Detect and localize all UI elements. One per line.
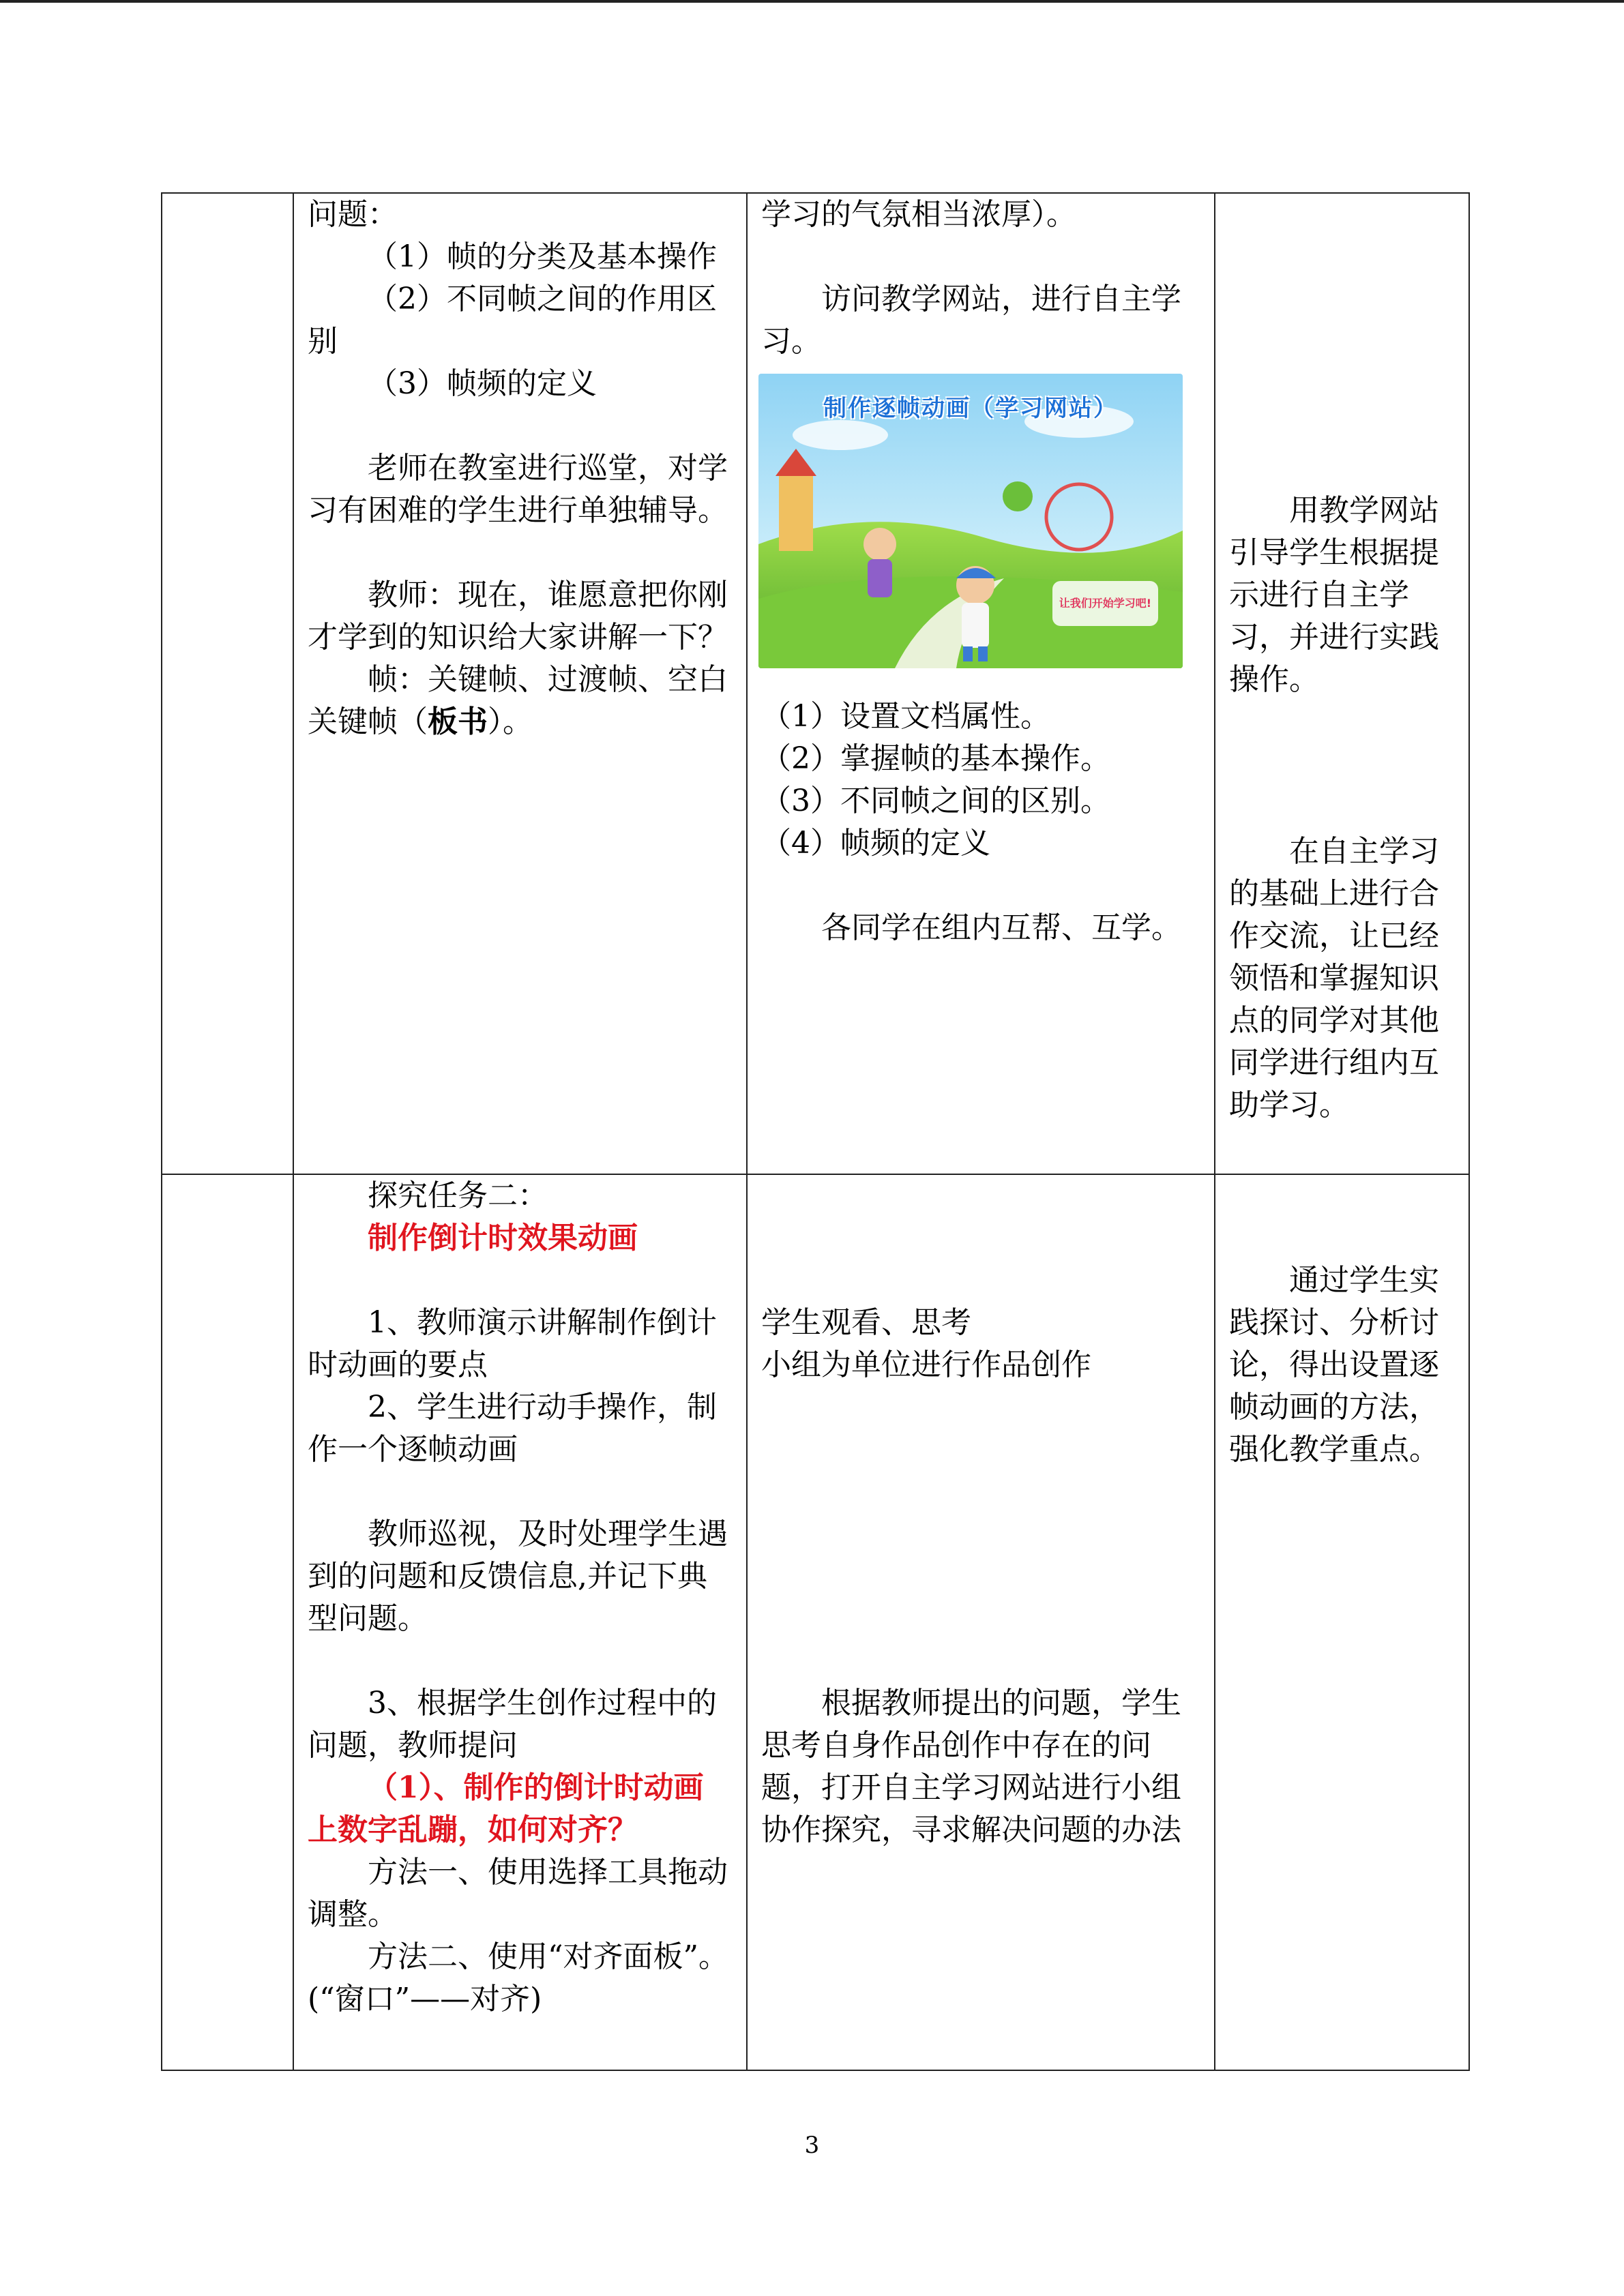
- intent-text: 通过学生实践探讨、分析讨论，得出设置逐帧动画的方法，强化教学重点。: [1229, 1263, 1439, 1467]
- page-number: 3: [804, 2132, 820, 2159]
- teacher-patrol-text: 教师巡视，及时处理学生遇到的问题和反馈信息,并记下典型问题。: [308, 1517, 728, 1636]
- intent-guide-text: 用教学网站引导学生根据提示进行自主学习，并进行实践操作。: [1229, 493, 1439, 697]
- question-item: （1）帧的分类及基本操作: [368, 239, 717, 274]
- stage-cell: [162, 193, 293, 1174]
- alignment-question: （1）、制作的倒计时动画上数字乱蹦，如何对齐？: [308, 1770, 704, 1847]
- banner-title: 制作逐帧动画（学习网站）: [823, 395, 1118, 422]
- learning-item: （2）掌握帧的基本操作。: [761, 741, 1110, 776]
- teacher-question-text: 教师：现在，谁愿意把你刚才学到的知识给大家讲解一下？: [308, 578, 728, 655]
- blackboard-label: 板书: [428, 704, 488, 739]
- lesson-plan-table: [161, 192, 1470, 2071]
- frame-types-text: 帧：关键帧、过渡帧、空白关键帧（板书）。: [308, 662, 728, 739]
- question-heading: 问题：: [308, 197, 398, 232]
- student-explore-text: 根据教师提出的问题，学生思考自身作品创作中存在的问题，打开自主学习网站进行小组协作探究，寻求解决问题的办法: [761, 1686, 1181, 1847]
- learning-item: （3）不同帧之间的区别。: [761, 784, 1110, 818]
- question-item: （3）帧频的定义: [368, 366, 597, 401]
- method-text: 方法一、使用选择工具拖动调整。: [308, 1855, 728, 1932]
- learning-website-banner-image: [758, 374, 1183, 668]
- learning-item: （4）帧频的定义: [761, 826, 990, 861]
- design-intent-cell: [1215, 1174, 1469, 2070]
- page-top-border: [0, 0, 1624, 3]
- method-text: 方法二、使用“对齐面板”。(“窗口”——对齐): [308, 1939, 728, 2016]
- teacher-activity-cell: [293, 193, 747, 1174]
- question-item: （2）不同帧之间的作用区别: [308, 282, 717, 359]
- student-group-text: 小组为单位进行作品创作: [761, 1347, 1091, 1382]
- teacher-patrol-text: 老师在教室进行巡堂，对学习有困难的学生进行单独辅导。: [308, 451, 728, 528]
- table-row: [162, 1174, 1469, 2070]
- step-text: 1、教师演示讲解制作倒计时动画的要点: [308, 1305, 717, 1382]
- table-row: [162, 193, 1469, 1174]
- student-activity-cell: [747, 193, 1215, 1174]
- stage-cell: [162, 1174, 293, 2070]
- start-learning-button: 让我们开始学习吧!: [1052, 581, 1158, 626]
- student-watch-text: 学生观看、思考: [761, 1305, 971, 1340]
- atmosphere-text: 学习的气氛相当浓厚）。: [761, 197, 1076, 232]
- visit-website-text: 访问教学网站，进行自主学习。: [761, 282, 1181, 359]
- step-text: 3、根据学生创作过程中的问题，教师提问: [308, 1686, 717, 1763]
- step-text: 2、学生进行动手操作，制作一个逐帧动画: [308, 1390, 717, 1467]
- student-activity-cell: [747, 1174, 1215, 2070]
- task-heading: 探究任务二：: [368, 1178, 548, 1213]
- mutual-help-text: 各同学在组内互帮、互学。: [821, 910, 1181, 945]
- design-intent-cell: [1215, 193, 1469, 1174]
- learning-item: （1）设置文档属性。: [761, 699, 1050, 734]
- teacher-activity-cell: [293, 1174, 747, 2070]
- intent-cooperation-text: 在自主学习的基础上进行合作交流，让已经领悟和掌握知识点的同学对其他同学进行组内互助学习。: [1229, 834, 1439, 1122]
- task-title: 制作倒计时效果动画: [368, 1221, 638, 1255]
